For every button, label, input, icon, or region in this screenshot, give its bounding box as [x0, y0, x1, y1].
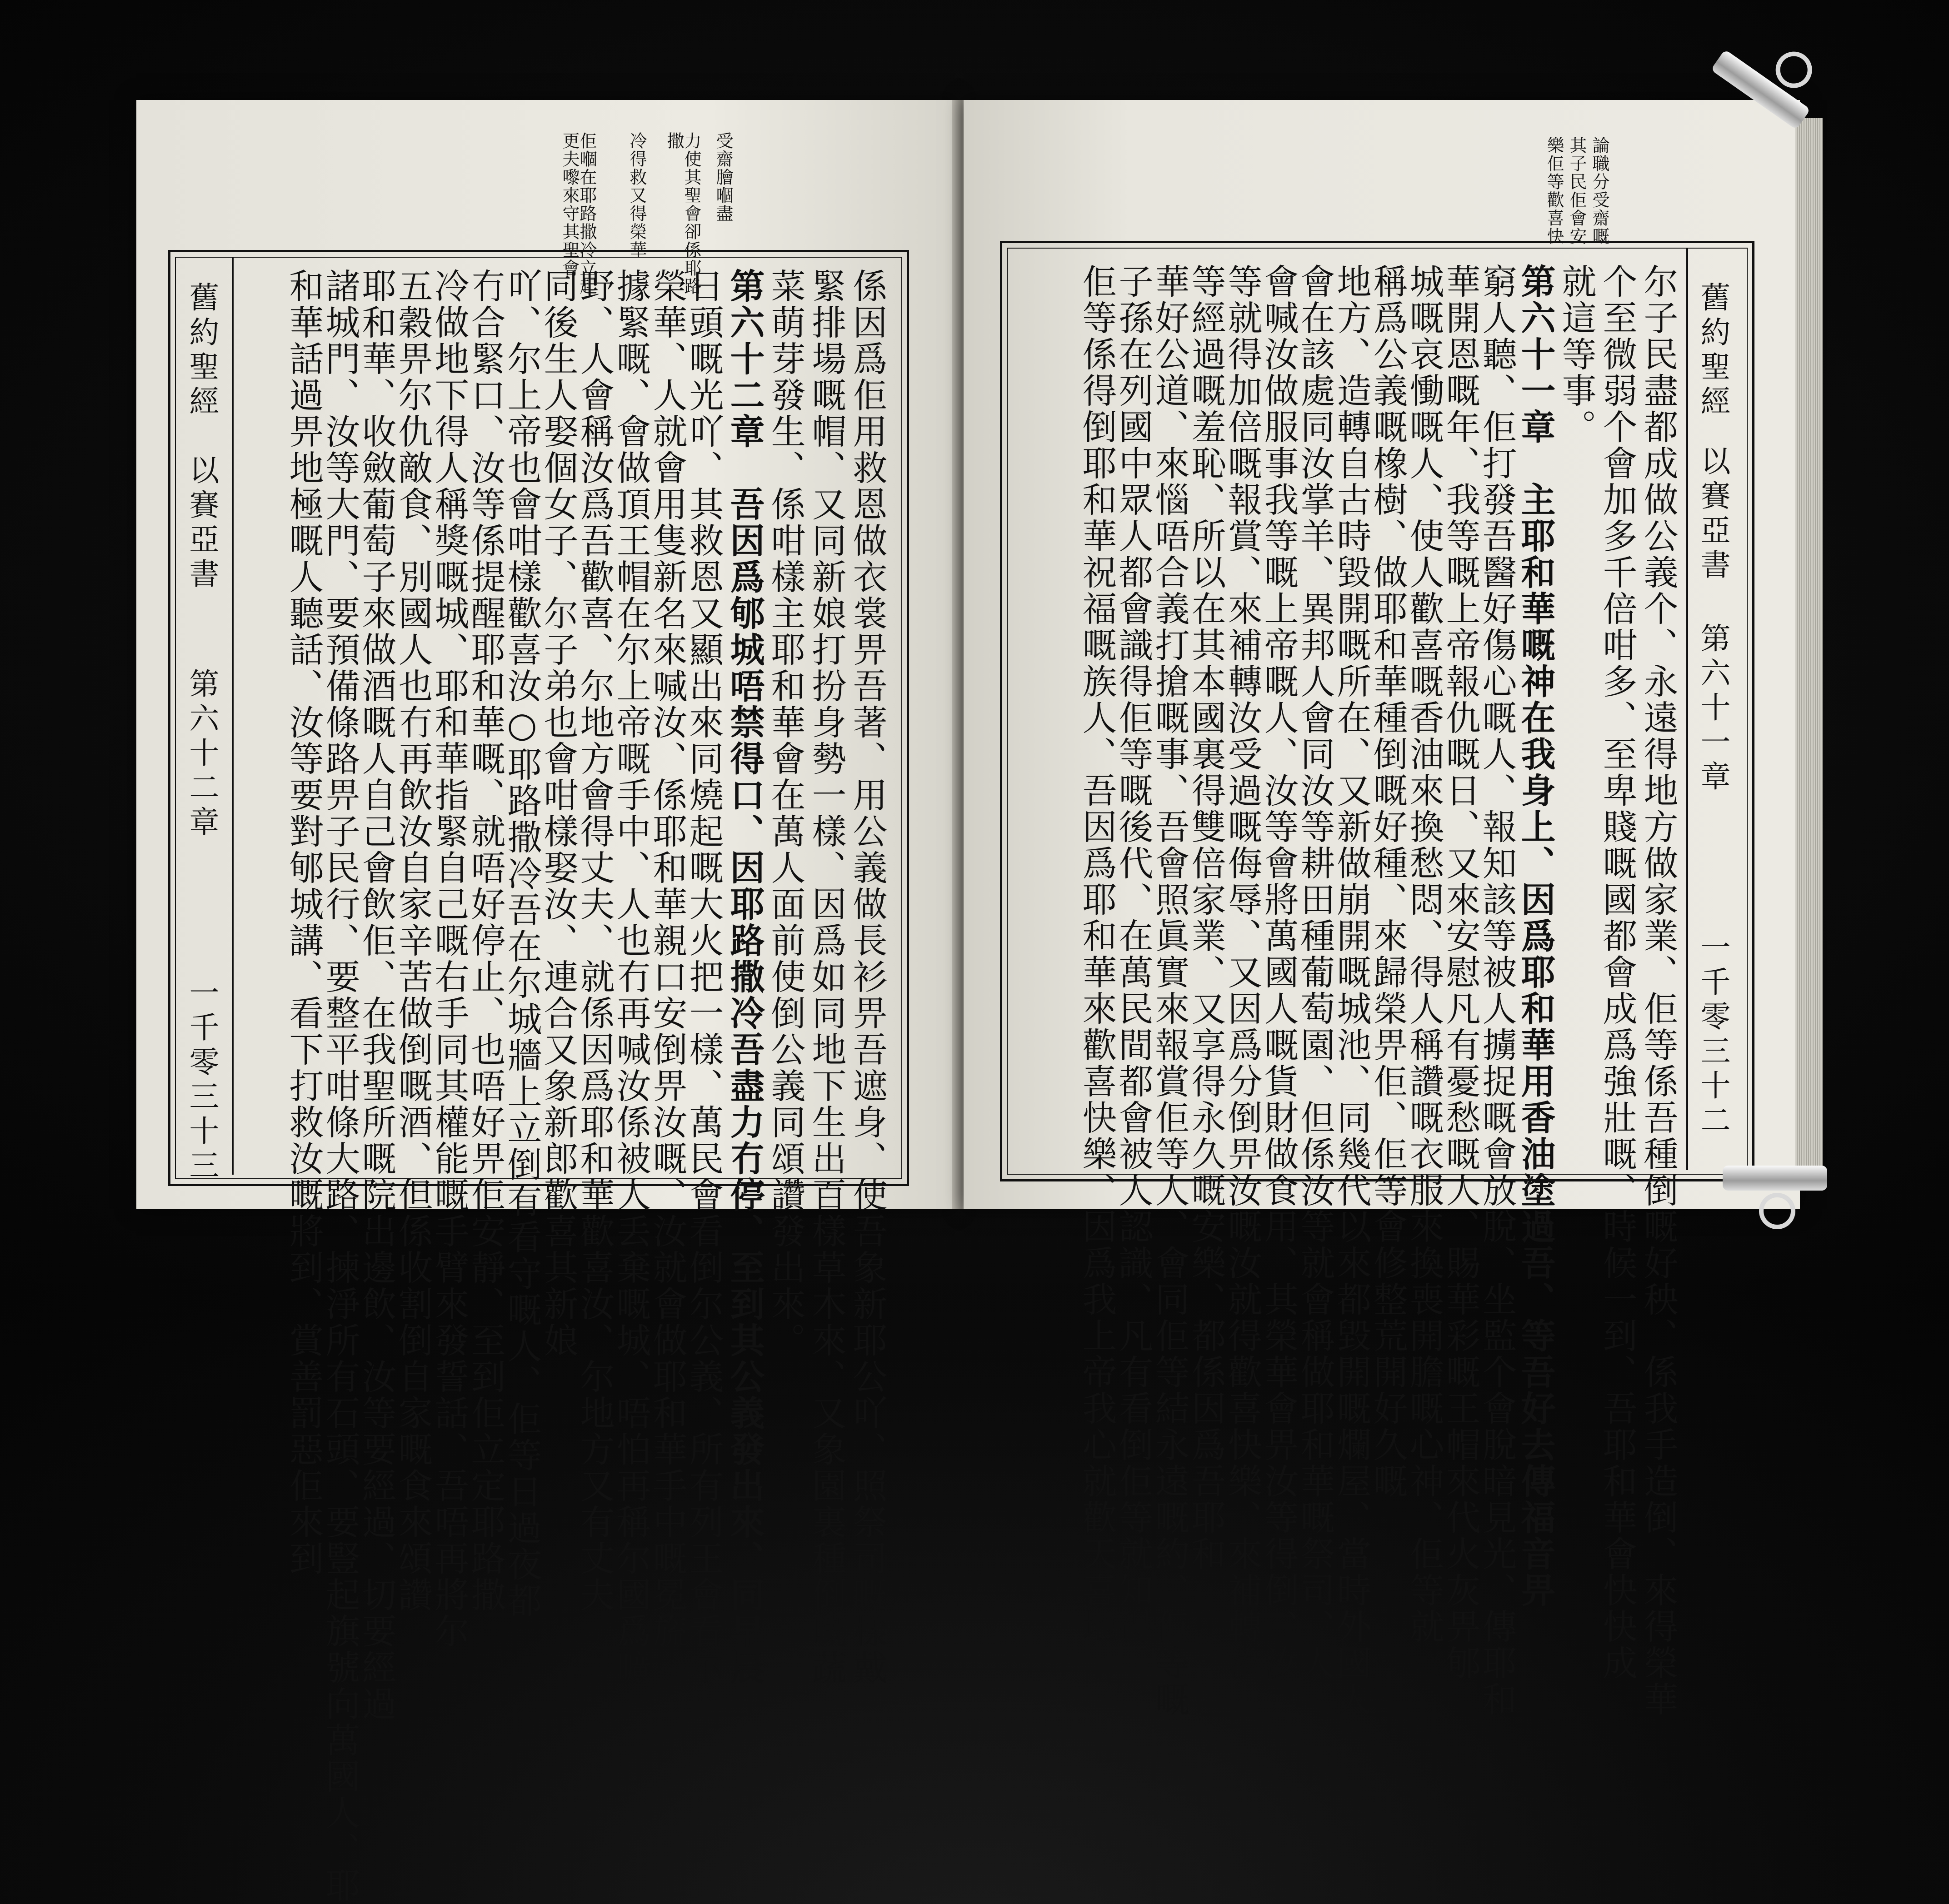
text-column: 五穀畀尔仇敵食、別國人也冇再飲汝自家辛苦做倒嘅酒、但係收割倒自家嘅食來頌讚: [393, 268, 433, 1613]
header-rule: [232, 257, 234, 1175]
text-column: 窮人聽、佢打發吾醫好傷心嘅人、報知該等被人擄捉嘅會放脫、坐監个會脫暗見光、傳耶和: [1477, 264, 1517, 1718]
text-column: 耶和華、收斂葡萄子來做酒嘅人自己會飲佢、在我聖所嘅院出邊飲、汝等要經過、切要經過: [356, 268, 397, 1722]
text-column: 華開恩嘅年、我等嘅上帝報仇嘅日、又來安慰凡有憂愁嘅人、賜華彩嘅王帽來代火灰畀郇: [1440, 264, 1481, 1681]
header-rule: [1686, 248, 1688, 1170]
text-column: 第六十一章 主耶和華嘅神在我身上、因爲耶和華用香油塗過吾、等吾好去傳福音畀: [1515, 264, 1556, 1609]
page-number: 一千零三十二: [1695, 932, 1730, 1139]
text-column: 華好公道、來惱唔合義打搶嘅事、吾會照眞實來報賞佢等人、會同佢等結永遠嘅約、佢等嘅: [1149, 264, 1190, 1718]
text-column: 个至微弱个會加多千倍咁多、至卑賤嘅國都會成爲強壯嘅、時候一到、吾耶和華會快快成: [1597, 264, 1638, 1681]
side-note: 佢嗰在耶路撒冷立起更夫嚟來守其聖會: [560, 132, 597, 295]
right-page: [964, 100, 1800, 1718]
text-column: 諸城門、汝等大門、要預備條路畀子民行、要整平咁條大路、揀淨所有石頭、要豎起旗號向萬國人、耶: [320, 268, 360, 1904]
side-note: 力使其聖會卻係耶路撒: [664, 132, 701, 295]
side-note: 受齋膾嗰盡: [713, 132, 733, 223]
side-note: 冷得救又得榮華: [627, 132, 647, 259]
text-column: 據緊嘅、會做頂王帽在尔上帝嘅手中、人也冇再喊汝係被人丢棄嘅城、唔怕再稱尔國爲曠: [611, 268, 651, 1686]
text-column: 係因爲佢用救恩做衣裳畀吾著、用公義做長衫畀吾遮身、使吾象新耶公吖、照祭司嘅樣戴: [847, 268, 888, 1686]
side-note: 樂佢等歡喜快: [1544, 136, 1564, 245]
text-column: 冇合緊口、汝等係提醒耶和華嘅、就唔好停止、也唔好畀佢安靜、至到佢立定耶路撒: [465, 268, 506, 1613]
page-edges: [1795, 118, 1823, 1191]
text-column: 會喊汝做服事我等嘅上帝嘅人、汝等會將萬國人嘅貨財做食用、其榮華會畀汝等得倒、汝: [1259, 264, 1299, 1681]
book-name: 以賽亞書: [1695, 445, 1730, 583]
text-column: 野、人會稱汝爲吾歡喜、尔地方會得丈夫、就係因爲耶和華歡喜汝、尔地方又有丈夫: [575, 268, 615, 1613]
text-column: 尔子民盡都成做公義个、永遠得地方做家業、佢等係吾種倒嘅好秧、係我手造倒、來得榮華: [1638, 264, 1679, 1718]
book-name: 以賽亞書: [184, 454, 219, 593]
text-column: 子孫在列國中眾人都會識得佢等嘅後代、在萬民間都會被人認識、凡有看倒佢等就知得: [1113, 264, 1154, 1645]
text-column: 就這等事。: [1556, 264, 1597, 445]
binder-clip-bottom: [1723, 1156, 1827, 1197]
side-note: 論職分受齋嘅: [1589, 136, 1609, 245]
running-title: 舊約聖經: [1695, 282, 1730, 420]
text-column: 冷做地下得人稱獎嘅城、耶和華指緊自己嘅右手同其權能嘅手臂來發誓話、吾唔再將尔: [429, 268, 470, 1650]
chapter-header: 第六十一章: [1695, 623, 1730, 795]
text-column: 同後生人娶個女子、尔子弟也會咁樣娶汝、連合又象新郎歡喜其新娘: [538, 268, 579, 1359]
text-column: 等就得加倍嘅報賞、來補轉汝受過嘅侮辱、又因爲分倒畀汝嘅汝就得歡喜快樂、來補轉汝: [1222, 264, 1263, 1681]
text-column: 佢等係得倒耶和華祝福嘅族人、吾因爲耶和華來歡喜快樂、因爲我上帝我心就歡天喜地: [1077, 264, 1117, 1645]
text-column: 日頭嘅光吖、其救恩又顯出來同燒起嘅大火把一樣、萬民會看倒尔公義、所有列王會看尔: [684, 268, 724, 1686]
text-column: 等經過嘅羞恥、所以在其本國裏得雙倍家業、又享得永久嘅安樂、都係因爲吾耶和: [1186, 264, 1226, 1572]
text-column: 菜萌芽發生、係咁樣主耶和華會在萬人面前使倒公義同頌讚發出來。: [765, 268, 806, 1359]
text-column: 城嘅哀慟嘅人、使人歡喜嘅香油來換愁悶、得人稱讚嘅衣服來換喪開膽嘅心神、佢等就: [1404, 264, 1444, 1645]
text-column: 榮華、人就會用隻新名來喊汝、係耶和華親口安倒畀汝嘅、汝就會做耶和華手中嘅冕旒: [647, 268, 688, 1650]
running-title: 舊約聖經: [184, 282, 219, 420]
text-column: 第六十二章 吾因爲郇城唔禁得口、因耶路撒冷吾盡力冇停、至到其公義發出來、同早晨: [725, 268, 765, 1686]
side-note: 其子民佢會安: [1567, 136, 1587, 245]
text-column: 地方、造轉自古時毀開嘅所在、又新做崩開嘅城池、同幾代以來都毀開嘅爛屋、當時外國人: [1331, 264, 1372, 1718]
page-number: 一千零三十三: [184, 977, 219, 1184]
text-column: 會在該處同汝掌羊、異邦人會同汝等耕田種葡萄園、但係汝等就會稱做耶和華嘅祭司、人: [1295, 264, 1335, 1681]
text-column: 稱爲公義嘅橡樹、做耶和華種倒嘅好種、來歸榮畀佢、佢等會修整荒開好久嘅: [1368, 264, 1408, 1500]
chapter-header: 第六十二章: [184, 668, 219, 841]
text-column: 緊排場嘅帽、又同新娘打扮身勢一樣、因爲如同地下生出百樣草木來、又象園裏種倒嘅蔬: [806, 268, 847, 1686]
text-column: 和華話過畀地極嘅人聽話、汝等要對郇城講、看下打救汝嘅將到、賞善罰惡佢來到: [284, 268, 324, 1577]
text-column: 吖、尔上帝也會咁樣歡喜汝○耶路撒冷吾在尔城牆上立倒有看守嘅人、佢等日過夜都: [502, 268, 542, 1619]
open-book: [136, 100, 1795, 1904]
left-page: [136, 100, 955, 1904]
